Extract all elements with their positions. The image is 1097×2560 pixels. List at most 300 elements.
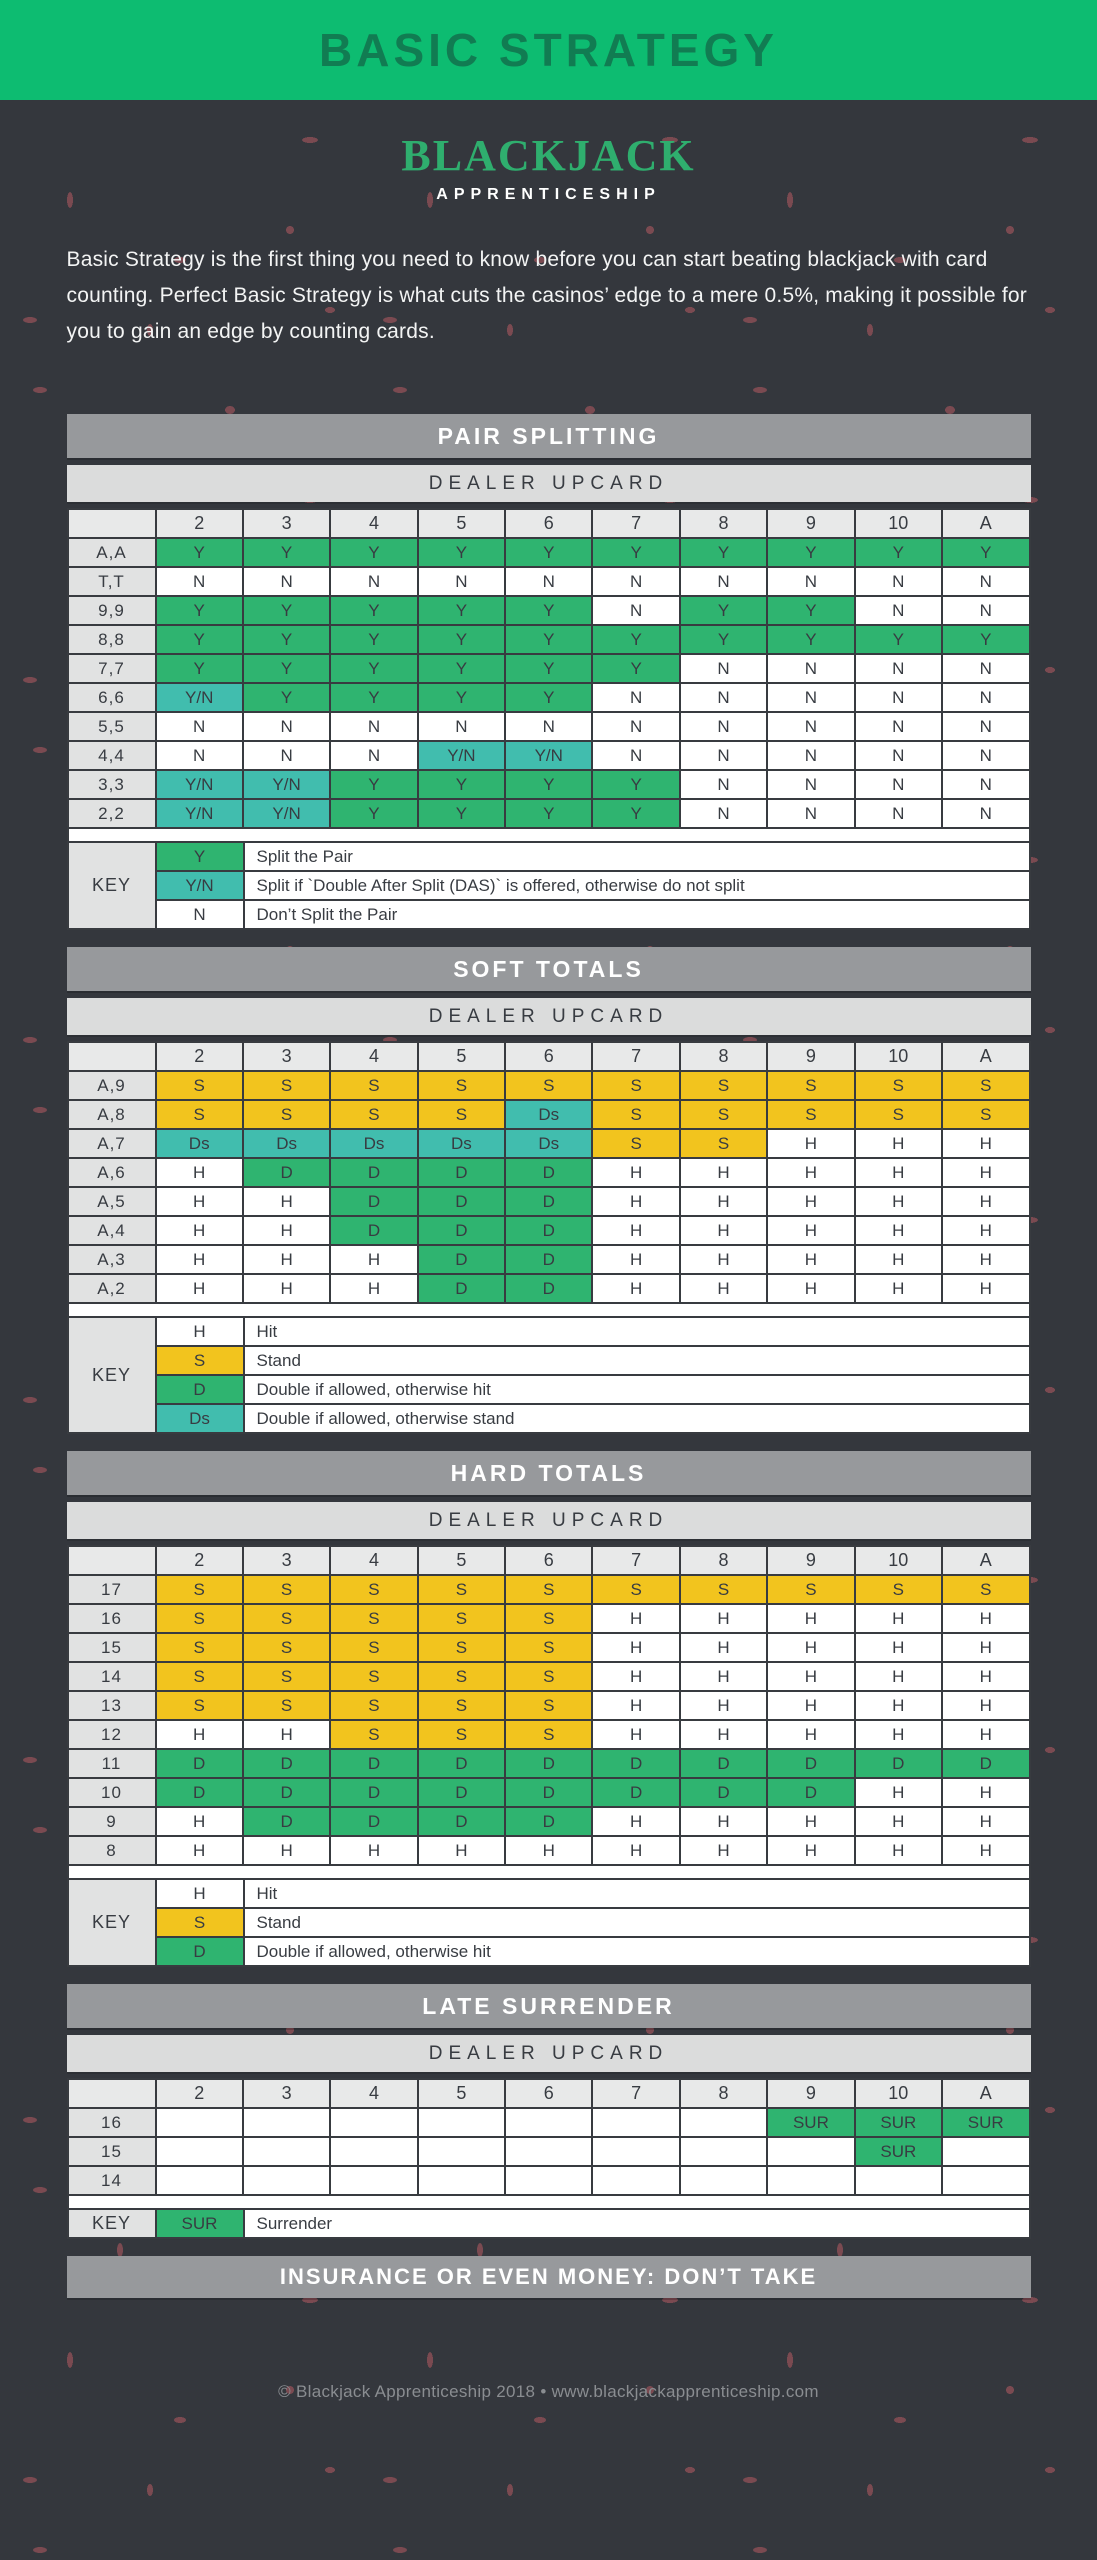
strategy-cell: H [855, 1245, 942, 1274]
row-label: A,2 [68, 1274, 156, 1303]
strategy-cell: Y [243, 654, 330, 683]
key-swatch: D [156, 1937, 244, 1966]
row-label: 5,5 [68, 712, 156, 741]
column-header: A [942, 1546, 1029, 1575]
strategy-cell: N [855, 770, 942, 799]
row-label: 13 [68, 1691, 156, 1720]
strategy-cell: Y [156, 596, 243, 625]
strategy-cell: S [505, 1633, 592, 1662]
strategy-cell: S [767, 1071, 854, 1100]
row-label: A,9 [68, 1071, 156, 1100]
strategy-cell: D [156, 1749, 243, 1778]
row-label: 7,7 [68, 654, 156, 683]
strategy-cell: H [156, 1158, 243, 1187]
strategy-cell: H [330, 1274, 417, 1303]
strategy-cell: S [592, 1129, 679, 1158]
strategy-cell: S [330, 1100, 417, 1129]
key-row [68, 1908, 1030, 1937]
content [66, 131, 1031, 2402]
strategy-cell: D [243, 1778, 330, 1807]
column-header: 8 [680, 509, 767, 538]
strategy-cell: N [855, 683, 942, 712]
strategy-cell: Y [767, 538, 854, 567]
strategy-cell: H [767, 1216, 854, 1245]
strategy-cell: Y [680, 538, 767, 567]
strategy-cell: Y [418, 625, 505, 654]
strategy-cell: D [243, 1749, 330, 1778]
dealer-upcard-label: DEALER UPCARD [67, 998, 1031, 1035]
strategy-cell [680, 2166, 767, 2195]
strategy-cell: Y [942, 625, 1029, 654]
strategy-cell: D [767, 1749, 854, 1778]
key-table-late-surrender [67, 2208, 1031, 2239]
column-header: 10 [855, 1546, 942, 1575]
strategy-cell: Y [330, 799, 417, 828]
strategy-row [68, 654, 1030, 683]
strategy-cell: Y/N [505, 741, 592, 770]
strategy-cell: H [680, 1662, 767, 1691]
strategy-cell: Y [330, 770, 417, 799]
strategy-cell: S [330, 1633, 417, 1662]
strategy-cell: H [243, 1216, 330, 1245]
strategy-cell: D [680, 1778, 767, 1807]
strategy-cell: H [680, 1720, 767, 1749]
strategy-cell: Y [592, 654, 679, 683]
strategy-cell: N [767, 654, 854, 683]
strategy-cell: H [680, 1691, 767, 1720]
strategy-cell: N [156, 741, 243, 770]
strategy-cell: Y/N [156, 770, 243, 799]
strategy-cell: H [855, 1187, 942, 1216]
strategy-cell: Y [592, 799, 679, 828]
strategy-cell [330, 2108, 417, 2137]
column-header: A [942, 2079, 1029, 2108]
strategy-cell: H [767, 1836, 854, 1865]
column-header: 5 [418, 1042, 505, 1071]
row-label: 8 [68, 1836, 156, 1865]
strategy-cell: S [418, 1604, 505, 1633]
strategy-cell: N [855, 654, 942, 683]
strategy-cell: Y [855, 625, 942, 654]
strategy-cell: Y [505, 596, 592, 625]
strategy-cell [767, 2137, 854, 2166]
strategy-cell: Y [330, 538, 417, 567]
strategy-cell: H [680, 1216, 767, 1245]
strategy-row [68, 770, 1030, 799]
strategy-row [68, 1749, 1030, 1778]
strategy-cell: D [505, 1274, 592, 1303]
strategy-row [68, 2108, 1030, 2137]
table-section-soft-totals [67, 947, 1031, 1434]
key-swatch: H [156, 1317, 244, 1346]
strategy-cell: Y [418, 654, 505, 683]
column-header: 9 [767, 1042, 854, 1071]
key-description: Surrender [244, 2209, 1030, 2238]
key-row [68, 1317, 1030, 1346]
column-header: 4 [330, 2079, 417, 2108]
strategy-cell: S [418, 1720, 505, 1749]
key-label: KEY [68, 1317, 156, 1433]
strategy-cell: S [505, 1720, 592, 1749]
strategy-cell: H [243, 1187, 330, 1216]
page-title: BASIC STRATEGY [319, 24, 778, 76]
table-spacer [67, 1866, 1031, 1878]
key-row [68, 2209, 1030, 2238]
strategy-cell: H [592, 1807, 679, 1836]
strategy-cell: D [767, 1778, 854, 1807]
key-description: Double if allowed, otherwise hit [244, 1375, 1030, 1404]
row-label: 15 [68, 2137, 156, 2166]
strategy-cell: Y [243, 538, 330, 567]
strategy-cell: H [767, 1662, 854, 1691]
column-header: 6 [505, 1546, 592, 1575]
strategy-cell: H [156, 1245, 243, 1274]
column-header: 7 [592, 1042, 679, 1071]
row-label: 6,6 [68, 683, 156, 712]
strategy-cell: H [680, 1158, 767, 1187]
strategy-cell: Y [767, 596, 854, 625]
key-swatch: H [156, 1879, 244, 1908]
strategy-cell: Y [505, 538, 592, 567]
row-label: 14 [68, 1662, 156, 1691]
strategy-cell: H [680, 1633, 767, 1662]
strategy-cell: N [680, 683, 767, 712]
title-banner [0, 0, 1097, 100]
strategy-cell: D [418, 1778, 505, 1807]
key-label: KEY [68, 1879, 156, 1966]
row-label: A,8 [68, 1100, 156, 1129]
strategy-cell: Y [592, 625, 679, 654]
strategy-cell: D [418, 1245, 505, 1274]
strategy-cell: N [942, 712, 1029, 741]
strategy-cell: H [592, 1691, 679, 1720]
strategy-cell: S [767, 1575, 854, 1604]
strategy-cell: D [156, 1778, 243, 1807]
strategy-cell: H [767, 1633, 854, 1662]
column-header-row [68, 1546, 1030, 1575]
column-header: 2 [156, 1546, 243, 1575]
row-label: 11 [68, 1749, 156, 1778]
insurance-banner: INSURANCE OR EVEN MONEY: DON’T TAKE [67, 2256, 1031, 2298]
key-swatch: S [156, 1908, 244, 1937]
strategy-cell: H [767, 1274, 854, 1303]
strategy-cell: H [942, 1720, 1029, 1749]
row-label: A,5 [68, 1187, 156, 1216]
strategy-cell: S [330, 1071, 417, 1100]
strategy-cell: N [942, 567, 1029, 596]
strategy-cell: S [592, 1575, 679, 1604]
footer-credit: © Blackjack Apprenticeship 2018 • www.blackjackapprenticeship.com [278, 2382, 819, 2402]
strategy-cell: N [767, 567, 854, 596]
strategy-row [68, 1245, 1030, 1274]
key-swatch: Y/N [156, 871, 244, 900]
strategy-cell: H [942, 1691, 1029, 1720]
key-row [68, 842, 1030, 871]
strategy-cell: H [855, 1158, 942, 1187]
intro-paragraph: Basic Strategy is the first thing you need to know before you can start beating blackjack with card counting. Perfect Basic Strategy is what cuts the casinos’ edge to a mere 0.5%, making it possible for you to gain an edge by counting cards. [66, 248, 1027, 344]
column-header: 3 [243, 509, 330, 538]
strategy-cell [418, 2166, 505, 2195]
column-header: 9 [767, 2079, 854, 2108]
table-spacer [67, 2196, 1031, 2208]
strategy-cell: H [592, 1836, 679, 1865]
strategy-cell: N [592, 596, 679, 625]
key-swatch: D [156, 1375, 244, 1404]
strategy-cell [505, 2166, 592, 2195]
table-spacer [67, 1304, 1031, 1316]
strategy-cell: D [330, 1778, 417, 1807]
row-label: T,T [68, 567, 156, 596]
strategy-cell: D [505, 1216, 592, 1245]
strategy-cell: N [855, 567, 942, 596]
strategy-cell: Y [505, 799, 592, 828]
row-label: 12 [68, 1720, 156, 1749]
column-header: 10 [855, 509, 942, 538]
strategy-cell: Y/N [156, 683, 243, 712]
key-description: Stand [244, 1346, 1030, 1375]
strategy-cell: N [505, 567, 592, 596]
strategy-cell: S [942, 1100, 1029, 1129]
dealer-upcard-label: DEALER UPCARD [67, 465, 1031, 502]
strategy-row [68, 1274, 1030, 1303]
row-label: 2,2 [68, 799, 156, 828]
column-header: 10 [855, 1042, 942, 1071]
strategy-cell: N [942, 596, 1029, 625]
strategy-cell: N [592, 567, 679, 596]
row-label: 9 [68, 1807, 156, 1836]
strategy-cell [942, 2137, 1029, 2166]
strategy-cell: N [855, 741, 942, 770]
strategy-row [68, 1071, 1030, 1100]
strategy-cell: H [942, 1662, 1029, 1691]
strategy-cell: N [680, 741, 767, 770]
strategy-cell: S [243, 1071, 330, 1100]
strategy-row [68, 2137, 1030, 2166]
key-row [68, 1404, 1030, 1433]
strategy-cell: D [505, 1749, 592, 1778]
table-section-hard-totals [67, 1451, 1031, 1967]
strategy-cell: Y [942, 538, 1029, 567]
row-label: 16 [68, 1604, 156, 1633]
strategy-cell [243, 2166, 330, 2195]
key-row [68, 1937, 1030, 1966]
table-spacer [67, 829, 1031, 841]
strategy-grid-soft-totals [67, 1041, 1031, 1304]
strategy-cell: H [767, 1807, 854, 1836]
strategy-cell: D [330, 1216, 417, 1245]
column-header: A [942, 1042, 1029, 1071]
strategy-cell: H [156, 1216, 243, 1245]
strategy-row [68, 799, 1030, 828]
strategy-cell: H [592, 1245, 679, 1274]
strategy-cell: N [243, 712, 330, 741]
row-label: A,3 [68, 1245, 156, 1274]
row-label: 14 [68, 2166, 156, 2195]
strategy-cell: S [156, 1633, 243, 1662]
strategy-cell: Y/N [243, 799, 330, 828]
key-row [68, 1346, 1030, 1375]
strategy-cell: H [330, 1836, 417, 1865]
strategy-cell: D [418, 1274, 505, 1303]
strategy-cell: H [592, 1274, 679, 1303]
strategy-cell: D [330, 1749, 417, 1778]
dealer-upcard-label: DEALER UPCARD [67, 2035, 1031, 2072]
tables [67, 414, 1031, 2239]
strategy-cell: H [680, 1836, 767, 1865]
strategy-cell: S [156, 1604, 243, 1633]
strategy-row [68, 712, 1030, 741]
strategy-cell: H [855, 1274, 942, 1303]
key-row [68, 1375, 1030, 1404]
strategy-cell: S [243, 1662, 330, 1691]
strategy-cell: N [767, 741, 854, 770]
strategy-cell: S [942, 1575, 1029, 1604]
strategy-cell: H [156, 1187, 243, 1216]
row-label: 17 [68, 1575, 156, 1604]
strategy-cell: Ds [243, 1129, 330, 1158]
strategy-cell: H [855, 1662, 942, 1691]
strategy-cell: Y [418, 799, 505, 828]
strategy-cell: H [767, 1691, 854, 1720]
strategy-grid-hard-totals [67, 1545, 1031, 1866]
strategy-cell: S [243, 1575, 330, 1604]
strategy-cell: H [855, 1836, 942, 1865]
strategy-cell: N [418, 712, 505, 741]
column-header: 3 [243, 2079, 330, 2108]
corner-cell [68, 1042, 156, 1071]
strategy-cell: N [156, 567, 243, 596]
strategy-cell: H [156, 1720, 243, 1749]
strategy-cell: D [418, 1216, 505, 1245]
column-header: 7 [592, 2079, 679, 2108]
strategy-cell [156, 2166, 243, 2195]
strategy-cell: H [592, 1604, 679, 1633]
strategy-cell: S [418, 1100, 505, 1129]
key-description: Double if allowed, otherwise stand [244, 1404, 1030, 1433]
strategy-grid-pair-splitting [67, 508, 1031, 829]
strategy-cell: SUR [767, 2108, 854, 2137]
strategy-cell: D [418, 1158, 505, 1187]
strategy-cell: N [680, 567, 767, 596]
strategy-cell: D [418, 1807, 505, 1836]
column-header: 2 [156, 1042, 243, 1071]
logo [67, 131, 1031, 204]
key-description: Split the Pair [244, 842, 1030, 871]
strategy-cell: D [330, 1187, 417, 1216]
strategy-cell: SUR [942, 2108, 1029, 2137]
strategy-cell: D [505, 1245, 592, 1274]
strategy-cell: H [855, 1778, 942, 1807]
strategy-cell: D [505, 1807, 592, 1836]
strategy-cell: Y [418, 596, 505, 625]
strategy-cell: H [156, 1807, 243, 1836]
strategy-cell: Y/N [243, 770, 330, 799]
strategy-cell: N [505, 712, 592, 741]
strategy-cell: H [855, 1216, 942, 1245]
column-header: 4 [330, 509, 417, 538]
corner-cell [68, 2079, 156, 2108]
column-header: 9 [767, 1546, 854, 1575]
strategy-cell: N [855, 596, 942, 625]
strategy-cell: H [855, 1129, 942, 1158]
strategy-cell: H [942, 1274, 1029, 1303]
section-title-hard-totals: HARD TOTALS [67, 1451, 1031, 1495]
strategy-cell: N [855, 799, 942, 828]
column-header: A [942, 509, 1029, 538]
strategy-cell: H [767, 1720, 854, 1749]
strategy-cell: S [680, 1129, 767, 1158]
column-header: 3 [243, 1546, 330, 1575]
strategy-cell: N [767, 712, 854, 741]
column-header: 5 [418, 1546, 505, 1575]
strategy-cell: H [505, 1836, 592, 1865]
strategy-cell: H [680, 1604, 767, 1633]
strategy-cell: Y [330, 654, 417, 683]
row-label: A,A [68, 538, 156, 567]
strategy-cell: H [592, 1633, 679, 1662]
strategy-cell: Ds [330, 1129, 417, 1158]
strategy-cell: N [330, 567, 417, 596]
row-label: A,7 [68, 1129, 156, 1158]
strategy-cell: S [418, 1691, 505, 1720]
strategy-row [68, 1187, 1030, 1216]
strategy-cell [418, 2137, 505, 2166]
strategy-cell: S [505, 1662, 592, 1691]
strategy-cell: N [855, 712, 942, 741]
strategy-cell: SUR [855, 2108, 942, 2137]
strategy-cell: N [592, 712, 679, 741]
strategy-row [68, 741, 1030, 770]
strategy-cell: H [855, 1720, 942, 1749]
strategy-cell: S [243, 1691, 330, 1720]
strategy-cell: H [767, 1187, 854, 1216]
strategy-cell: D [592, 1778, 679, 1807]
strategy-cell: N [680, 770, 767, 799]
corner-cell [68, 509, 156, 538]
row-label: 9,9 [68, 596, 156, 625]
strategy-cell: Ds [505, 1129, 592, 1158]
strategy-row [68, 2166, 1030, 2195]
strategy-cell: Y [505, 625, 592, 654]
strategy-cell: N [592, 683, 679, 712]
strategy-cell [767, 2166, 854, 2195]
strategy-cell: D [418, 1749, 505, 1778]
strategy-cell: Y [505, 654, 592, 683]
column-header: 6 [505, 2079, 592, 2108]
strategy-cell: N [942, 683, 1029, 712]
strategy-row [68, 1807, 1030, 1836]
column-header-row [68, 2079, 1030, 2108]
strategy-cell [680, 2108, 767, 2137]
column-header-row [68, 1042, 1030, 1071]
strategy-cell: S [330, 1662, 417, 1691]
strategy-cell: S [680, 1071, 767, 1100]
key-row [68, 900, 1030, 929]
column-header: 5 [418, 2079, 505, 2108]
strategy-cell: H [592, 1187, 679, 1216]
strategy-cell: N [942, 654, 1029, 683]
row-label: 16 [68, 2108, 156, 2137]
column-header: 8 [680, 1042, 767, 1071]
strategy-cell: N [330, 741, 417, 770]
strategy-cell: S [156, 1071, 243, 1100]
strategy-cell: Ds [418, 1129, 505, 1158]
strategy-cell: H [942, 1187, 1029, 1216]
strategy-row [68, 1720, 1030, 1749]
key-description: Hit [244, 1879, 1030, 1908]
strategy-cell: D [855, 1749, 942, 1778]
column-header: 6 [505, 509, 592, 538]
